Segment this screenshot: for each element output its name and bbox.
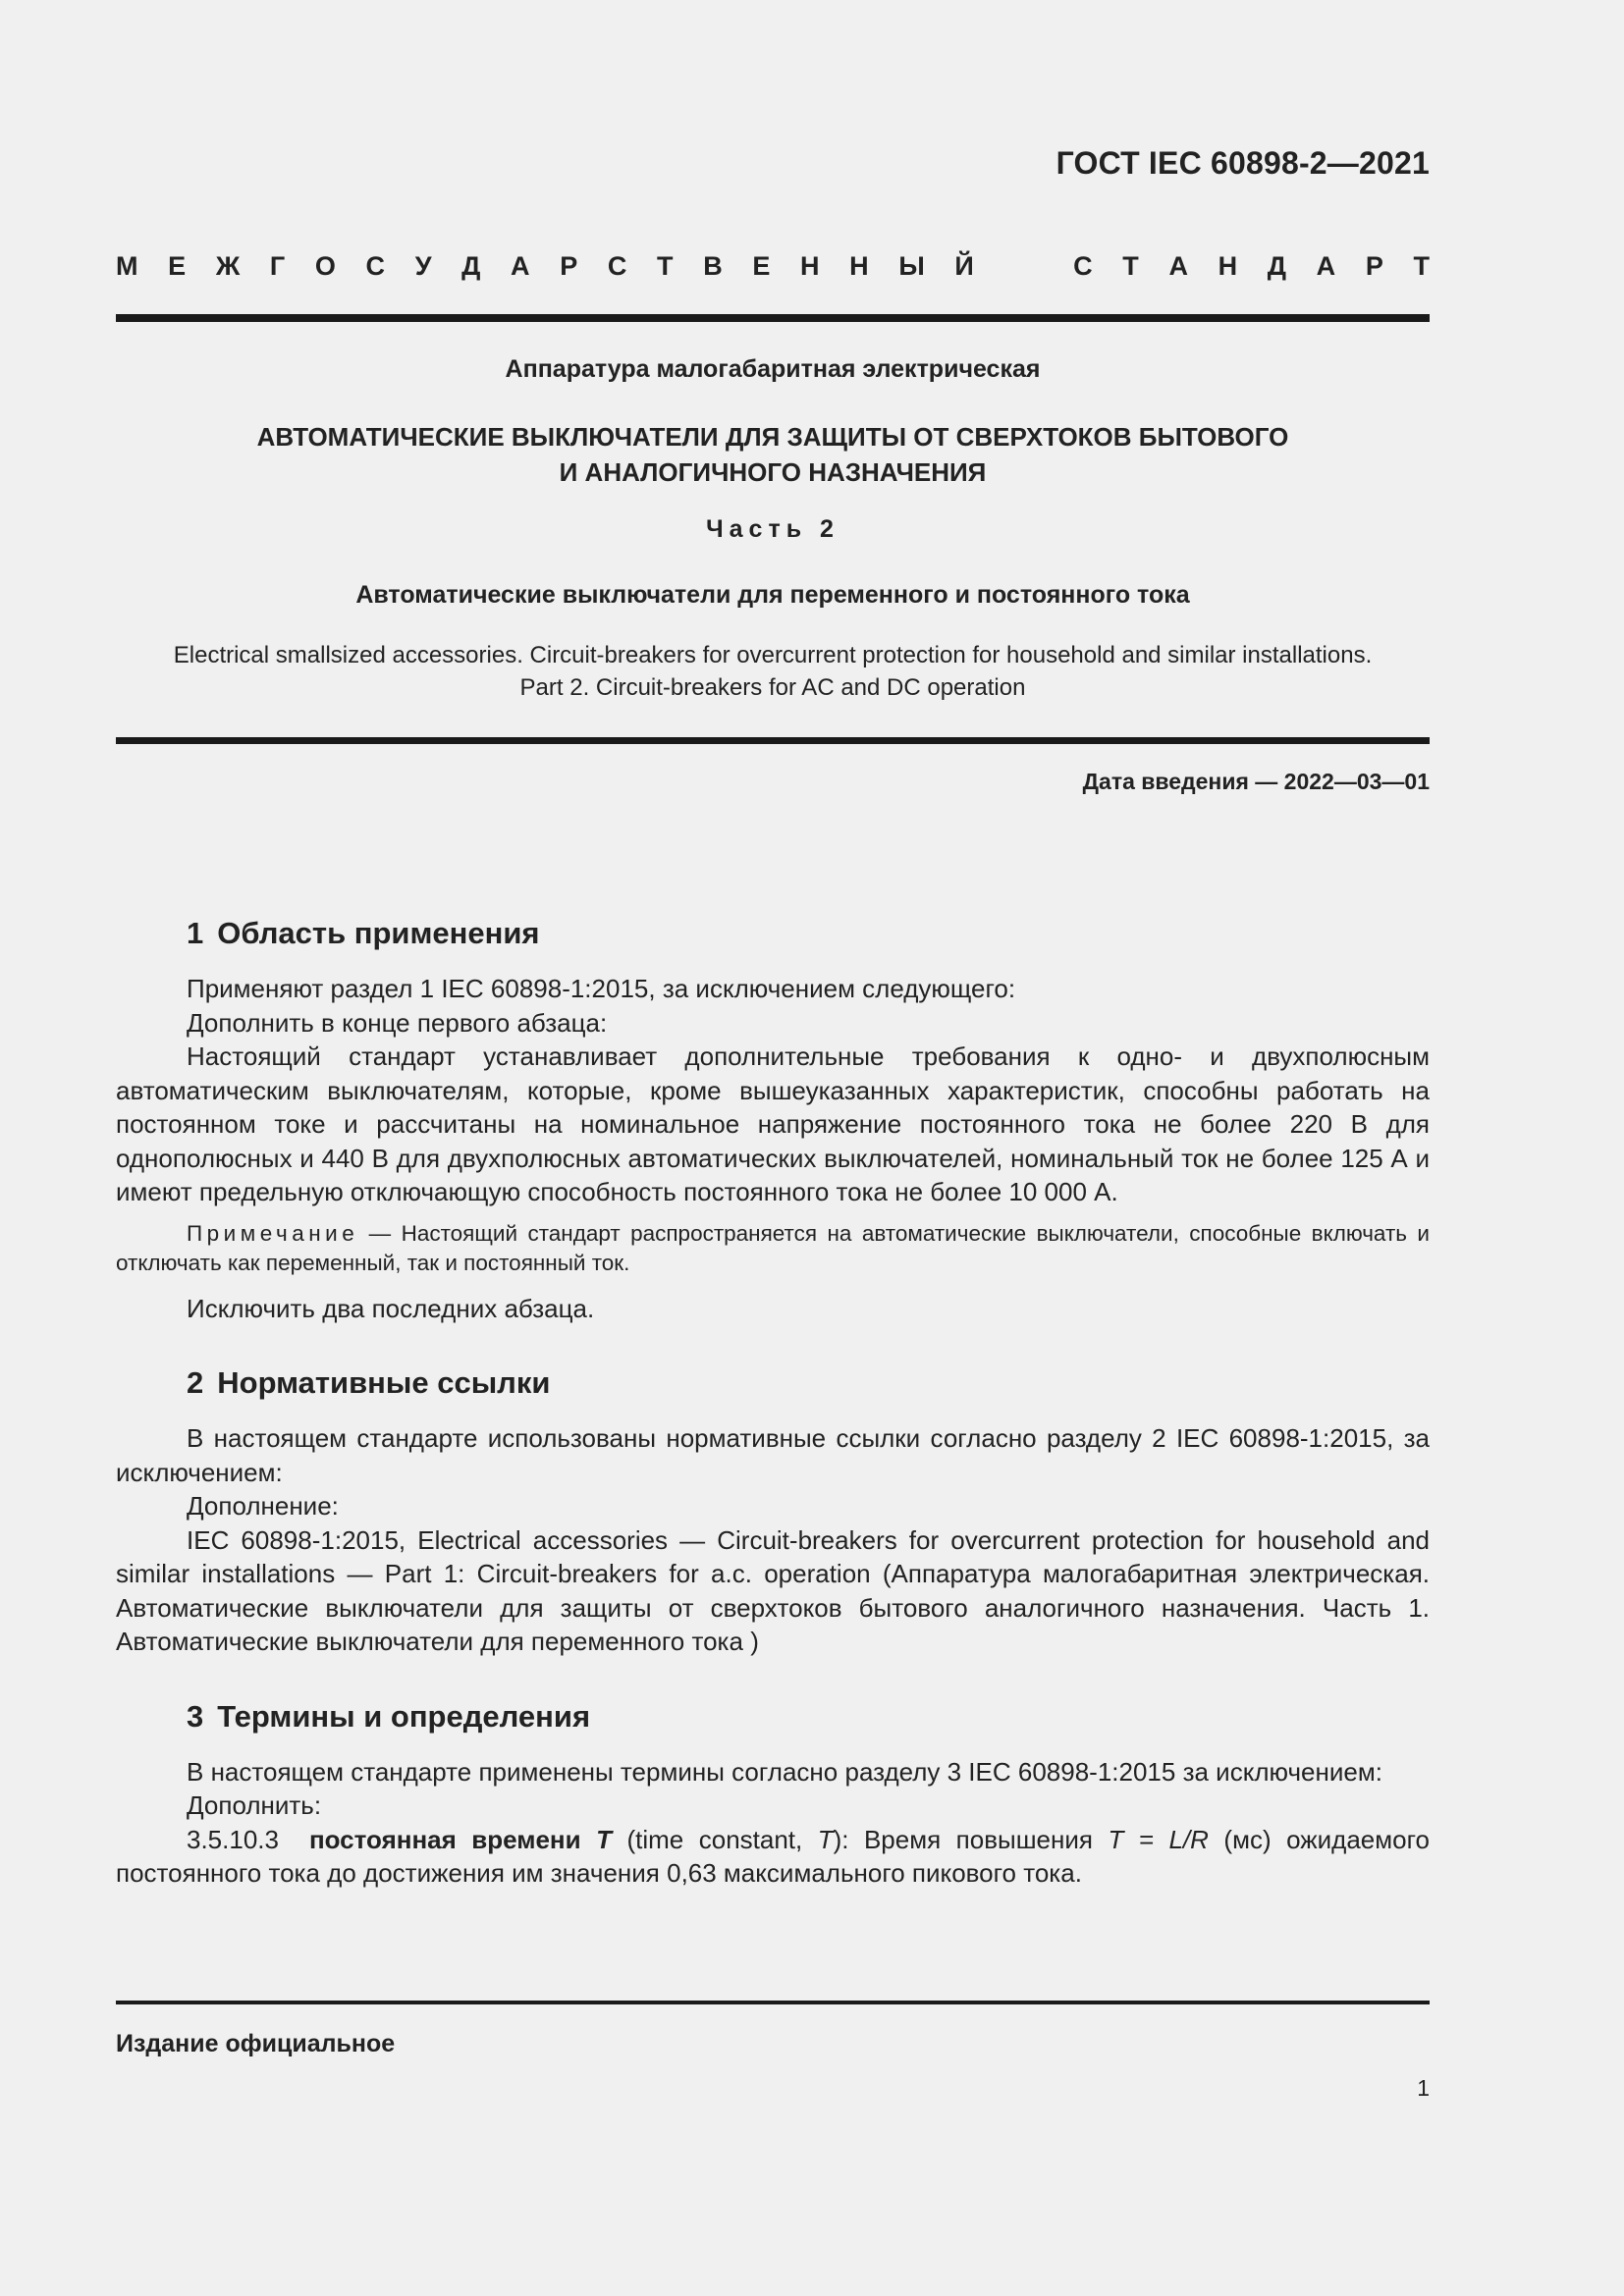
paragraph: В настоящем стандарте использованы нормативные ссылки согласно разделу 2 IEC 60898-1:2015, за исключением: — [116, 1423, 1430, 1487]
section-1-heading — [116, 913, 1430, 954]
interstate-standard-heading — [116, 251, 1430, 282]
page-number: 1 — [1417, 2075, 1430, 2101]
heading-letter: Д — [1267, 251, 1287, 281]
paragraph: В настоящем стандарте применены термины согласно разделу 3 IEC 60898-1:2015 за исключением: — [187, 1756, 1382, 1787]
heading-letter: М — [116, 251, 138, 281]
heading-letter: Г — [269, 251, 286, 281]
heading-letter: В — [703, 251, 723, 281]
document-body — [116, 913, 1430, 1891]
term-en-close: ): Время повышения — [833, 1824, 1109, 1854]
heading-letter: Р — [560, 251, 578, 281]
note-text: — Настоящий стандарт распространяется на автоматические выключатели, способные включать и отключать как переменный, так и постоянный ток. — [116, 1220, 1430, 1275]
footer-divider — [116, 2001, 1430, 2004]
paragraph: Дополнить в конце первого абзаца: — [187, 1007, 608, 1038]
section-number: 3 — [187, 1698, 204, 1734]
heading-letter: Ж — [215, 251, 241, 281]
term-definition — [116, 1823, 1430, 1891]
heading-letter: Н — [1218, 251, 1238, 281]
heading-letter: Н — [849, 251, 869, 281]
heading-letter: А — [1168, 251, 1188, 281]
heading-letter: Ы — [898, 251, 925, 281]
heading-letter: Й — [954, 251, 974, 281]
english-title — [116, 639, 1430, 704]
official-edition-label: Издание официальное — [116, 2030, 396, 2057]
term-number: 3.5.10.3 — [187, 1824, 279, 1854]
heading-letter: С — [365, 251, 386, 281]
heading-letter: Т — [1413, 251, 1430, 281]
paragraph: Настоящий стандарт устанавливает дополнительные требования к одно- и двухполюсным автоматическим выключателям, которые, кроме вышеуказанных характеристик, способны работать на постоянном токе и рассчитаны на номинальное напряжение постоянного тока не более 220 В для однополюсных и 440 В для двухполюсных автоматических выключателей, номинальный ток не более 125 А и имеют предельную отключающую способность постоянного тока не более 10 000 А. — [116, 1041, 1430, 1206]
paragraph: Дополнение: — [187, 1491, 339, 1521]
heading-letter: О — [314, 251, 336, 281]
heading-letter: С — [1073, 251, 1093, 281]
paragraph: IEC 60898-1:2015, Electrical accessories — Circuit-breakers for overcurrent protection for household and similar installations — Part 1: Circuit-breakers for a.c. operation (Аппаратура малогабаритная электрическая. Автоматические выключатели для защиты от сверхтоков бытового аналогичного назначения. Часть 1. Автоматические выключатели для переменного тока ) — [116, 1524, 1430, 1656]
note-label: Примечание — [187, 1220, 359, 1246]
heading-letter: Е — [752, 251, 771, 281]
note — [116, 1219, 1430, 1278]
section-title: Область применения — [217, 916, 540, 950]
apparatus-heading: Аппаратура малогабаритная электрическая — [505, 355, 1041, 383]
title-bottom-divider — [116, 737, 1430, 744]
section-number: 1 — [187, 916, 204, 950]
section-number: 2 — [187, 1365, 204, 1400]
main-title-line-2: И АНАЛОГИЧНОГО НАЗНАЧЕНИЯ — [559, 457, 987, 487]
heading-letter: Н — [800, 251, 820, 281]
section-title: Термины и определения — [217, 1698, 591, 1734]
paragraph: Применяют раздел 1 IEC 60898-1:2015, за исключением следующего: — [187, 974, 1016, 1003]
heading-letter: У — [414, 251, 432, 281]
main-title-line-1: АВТОМАТИЧЕСКИЕ ВЫКЛЮЧАТЕЛИ ДЛЯ ЗАЩИТЫ ОТ СВЕРХТОКОВ БЫТОВОГО — [256, 422, 1289, 452]
word-gap — [1003, 251, 1043, 282]
subtitle: Автоматические выключатели для переменного и постоянного тока — [355, 581, 1190, 609]
section-2-heading — [116, 1362, 1430, 1404]
heading-letter: Т — [1122, 251, 1139, 281]
english-title-line-2: Part 2. Circuit-breakers for AC and DC operation — [519, 674, 1026, 701]
heading-letter: Д — [461, 251, 481, 281]
standard-code: ГОСТ IEC 60898-2—2021 — [1056, 145, 1430, 181]
heading-letter: А — [511, 251, 530, 281]
term-name: постоянная времени — [308, 1824, 581, 1854]
heading-letter: Т — [657, 251, 674, 281]
formula: T = L/R — [1108, 1824, 1209, 1854]
term-symbol: T — [596, 1824, 612, 1854]
term-en-open: (time constant, — [612, 1824, 818, 1854]
heading-letter: Е — [168, 251, 187, 281]
english-title-line-1: Electrical smallsized accessories. Circuit-breakers for overcurrent protection for household and similar installations. — [173, 642, 1373, 668]
paragraph: Дополнить: — [187, 1790, 322, 1820]
paragraph: Исключить два последних абзаца. — [187, 1293, 595, 1323]
heading-letter: А — [1316, 251, 1336, 281]
heading-letter: С — [607, 251, 627, 281]
term-en-symbol: T — [817, 1824, 834, 1854]
heading-letter: Р — [1365, 251, 1383, 281]
top-divider — [116, 314, 1430, 322]
part-heading: Часть 2 — [706, 515, 839, 543]
section-3-heading — [116, 1696, 1430, 1737]
section-title: Нормативные ссылки — [217, 1365, 551, 1400]
main-title — [116, 419, 1430, 490]
introduction-date: Дата введения — 2022—03—01 — [1082, 769, 1430, 794]
term-rest: (мс) ожидаемого постоянного тока до достижения им значения 0,63 максимального пикового тока. — [116, 1824, 1430, 1888]
